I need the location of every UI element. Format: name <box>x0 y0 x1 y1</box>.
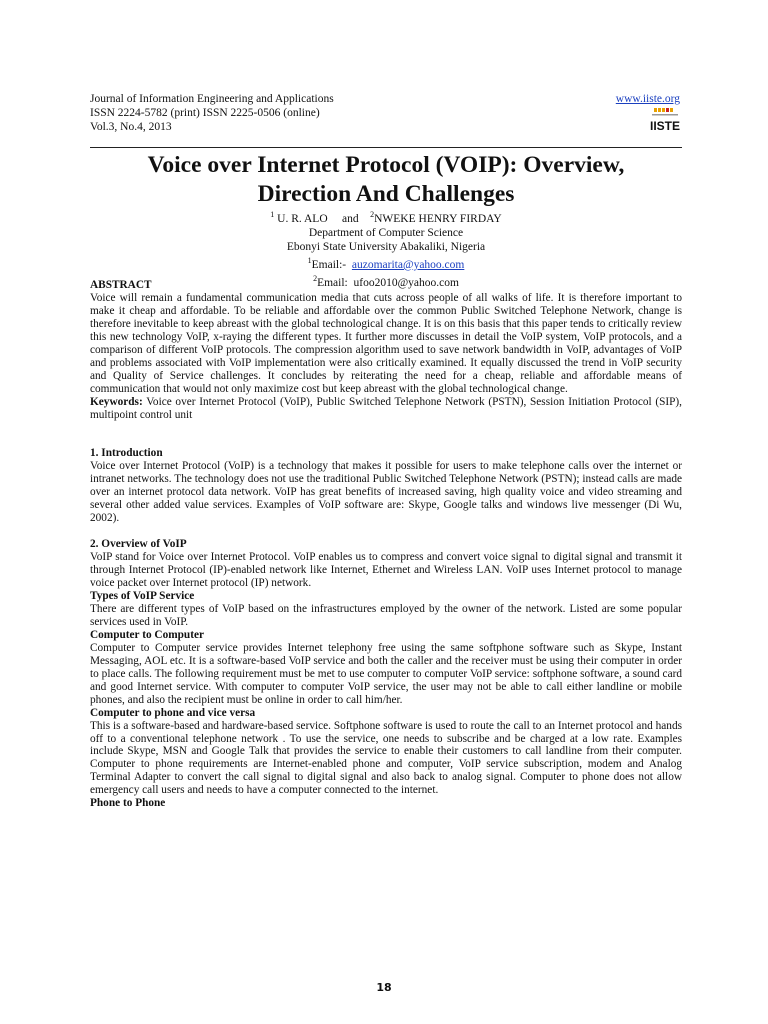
p2p-heading: Phone to Phone <box>90 797 166 810</box>
email2-text: ufoo2010@yahoo.com <box>353 276 459 289</box>
svg-text:IISTE: IISTE <box>650 119 680 133</box>
keywords-label: Keywords: <box>90 395 143 408</box>
c2c-text: Computer to Computer service provides Internet telephony free using the same softphone software such as Skype, Instant Messaging, AOL etc. It is a software-based VoIP service and both the caller and the receiver must be using their computer in order to place calls. The following requirement must be met to use computer to computer VoIP service: softphone software, a sound card and good Internet service. With computer to computer VoIP service, the user may not be able to call either landline or mobile phones, and also the recipient must be online in order to call him/her. <box>90 641 682 706</box>
overview-heading: 2. Overview of VoIP <box>90 538 187 551</box>
keywords-text: Voice over Internet Protocol (VoIP), Public Switched Telephone Network (PSTN), Session Initiation Protocol (SIP), multipoint control unit <box>90 395 682 421</box>
journal-url-link[interactable]: www.iiste.org <box>615 93 680 105</box>
page-number: 18 <box>376 981 392 994</box>
title-line-1: Voice over Internet Protocol (VOIP): Overview, <box>147 152 625 178</box>
email2-label: Email: <box>317 276 348 289</box>
email1-label: Email:- <box>311 258 347 271</box>
author-and: and <box>342 212 359 225</box>
paper-body <box>90 279 682 810</box>
types-text: There are different types of VoIP based on the infrastructures employed by the owner of the network. Listed are some popular services used in VoIP. <box>90 602 682 628</box>
c2p-heading: Computer to phone and vice versa <box>90 706 256 719</box>
author-block <box>90 208 682 289</box>
author2-mark: 2 <box>370 210 375 219</box>
department: Department of Computer Science <box>308 226 464 239</box>
author1-mark: 1 <box>270 210 275 219</box>
iiste-logo-icon <box>650 107 680 133</box>
university: Ebonyi State University Abakaliki, Nigeria <box>286 240 486 253</box>
overview-text: VoIP stand for Voice over Internet Protocol. VoIP enables us to compress and convert voice signal to digital signal and transmit it through Internet Protocol (IP)-enabled network like Internet, Ethernet and Wireless LAN. VoIP uses Internet protocol to manage voice packet over Internet protocol (IP) network. <box>90 551 682 590</box>
abstract-text: Voice will remain a fundamental communication media that cuts across people of all walks of life. It is therefore important to make it cheap and affordable. To be reliable and affordable over the common Public Switched Telephone Network, change is therefore inevitable to keep abreast with the global technological change. It is on this basis that this paper tends to critically review this new technology VoIP, x-raying the different types. It further more discusses in detail the VoIP system, VoIP protocols, and a comparison of different VoIP protocols. The compression algorithm used to save network bandwidth in VoIP, advantages of VoIP and problems associated with VoIP implementation were also critically examined. It equally discussed the trend in VoIP security and Quality of Service challenges. It concludes by reiterating the need for a cheap, reliable and affordable means of communication that would not only maximize cost but keep abreast with the global technological change. <box>90 291 682 395</box>
journal-header <box>90 92 682 142</box>
journal-name: Journal of Information Engineering and Applications <box>90 93 334 105</box>
keywords-paragraph <box>90 396 682 422</box>
email1-mark: 1 <box>307 255 312 265</box>
email1-link[interactable]: auzomarita@yahoo.com <box>351 258 465 271</box>
journal-volume: Vol.3, No.4, 2013 <box>90 121 172 133</box>
intro-text: Voice over Internet Protocol (VoIP) is a technology that makes it possible for users to make telephone calls over the internet or intranet networks. The technology does not use the traditional Public Switched Telephone Network (PSTN); instead calls are made over an internet protocol data network. VoIP has great benefits of increased saving, high quality voice and video streaming and several other added value services. Examples of VoIP software are: Skype, Google talks and windows live messenger (Di Wu, 2002). <box>90 460 682 525</box>
abstract-heading: ABSTRACT <box>90 279 152 291</box>
author2-name: NWEKE HENRY FIRDAY <box>374 212 502 225</box>
journal-info <box>90 92 682 134</box>
title-line-2: Direction And Challenges <box>257 181 515 207</box>
author-names <box>90 208 682 226</box>
email-line-1 <box>90 254 682 272</box>
author1-name: U. R. ALO <box>277 212 328 225</box>
header-divider <box>90 147 682 148</box>
paper-title <box>90 151 682 209</box>
c2c-heading: Computer to Computer <box>90 628 205 641</box>
c2p-text: This is a software-based and hardware-based service. Softphone software is used to route the call to an Internet protocol and hands off to a conventional telephone network . To use the service, one needs to subscribe and be charged at a low rate. Examples include Skype, MSN and Google Talk that provides the service to enable their customers to call landline from their computer. Computer to phone requirements are Internet-enabled phone and computer, VoIP service subscription, modem and Analog Terminal Adapter to convert the call signal to digital signal and also back to analog signal. Computer to phone does not allow emergency call users and needs to have a computer connected to the internet. <box>90 719 682 797</box>
intro-heading: 1. Introduction <box>90 447 163 460</box>
journal-issn: ISSN 2224-5782 (print) ISSN 2225-0506 (online) <box>90 107 320 119</box>
types-heading: Types of VoIP Service <box>90 590 195 603</box>
email2-mark: 2 <box>313 273 318 283</box>
